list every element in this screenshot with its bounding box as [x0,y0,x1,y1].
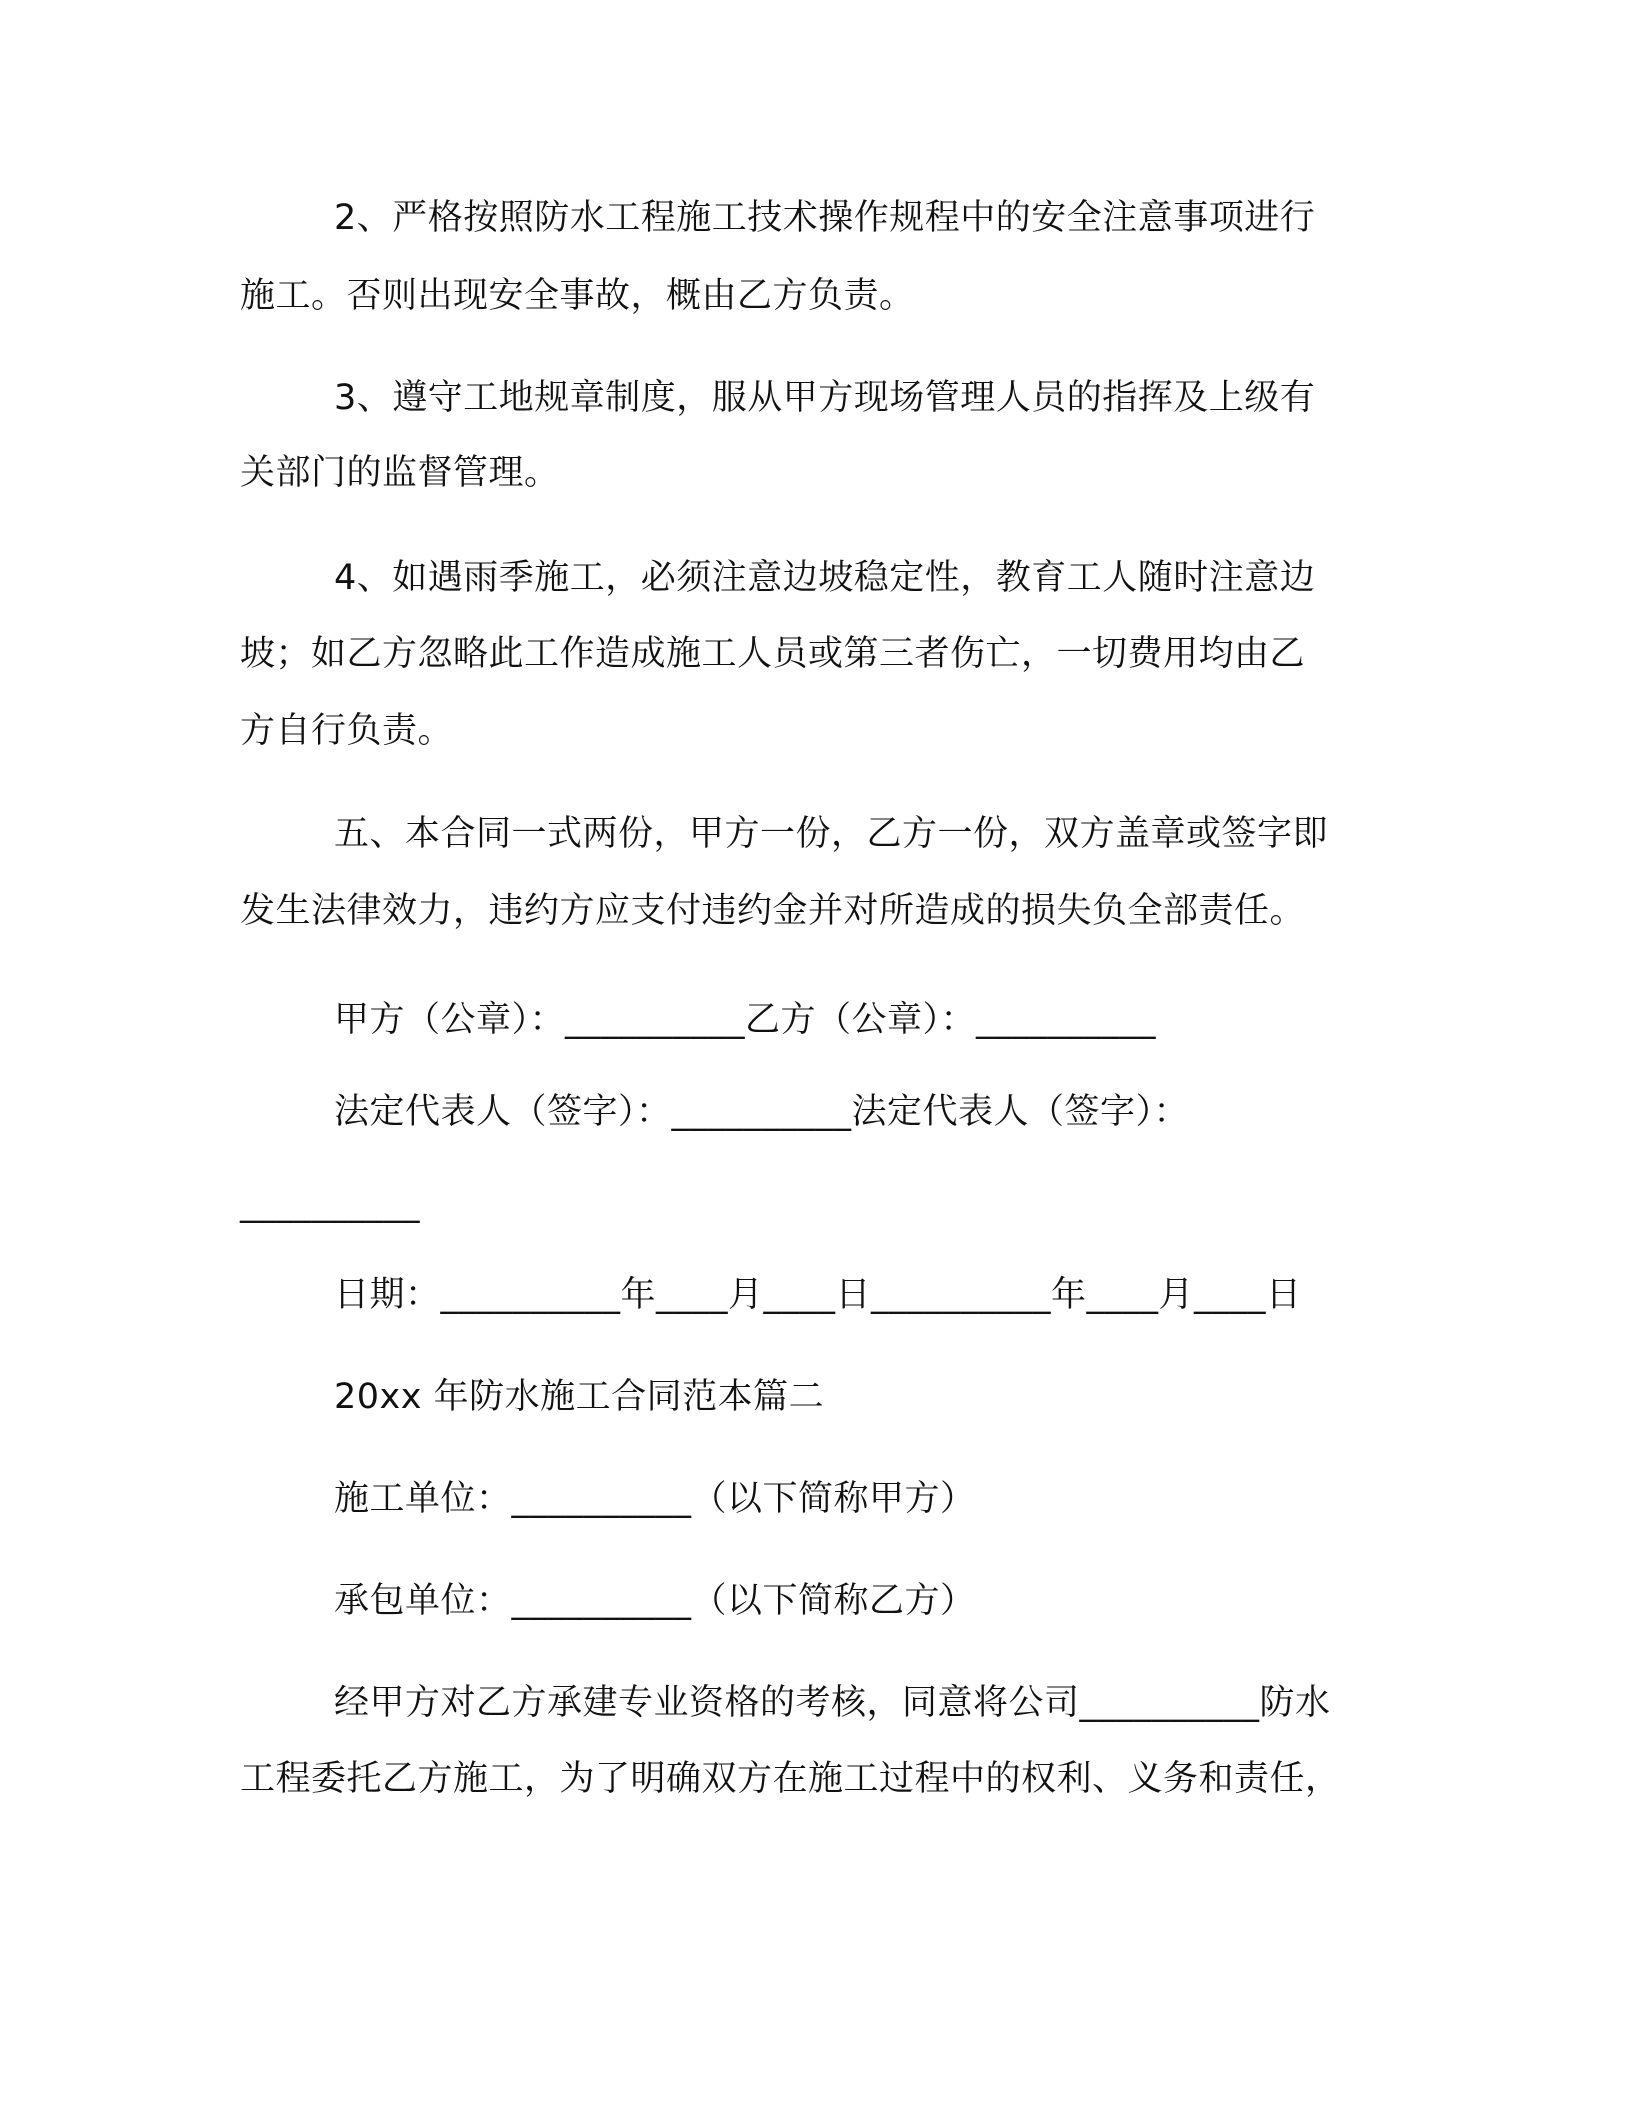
section2-title: 20xx 年防水施工合同范本篇二 [334,1377,825,1417]
representative-signature-line: 法定代表人（签字）：__________法定代表人（签字）： [334,1092,1190,1132]
construction-unit-line: 施工单位：__________（以下简称甲方） [334,1479,976,1519]
seal-signature-line: 甲方（公章）：__________乙方（公章）：__________ [334,1000,1157,1040]
item4-line2: 坡；如乙方忽略此工作造成施工人员或第三者伤亡，一切费用均由乙 [240,634,1306,674]
representative-signature-blank: __________ [240,1184,420,1224]
contractor-unit-line: 承包单位：__________（以下简称乙方） [334,1581,976,1621]
item4-line3: 方自行负责。 [240,711,454,751]
item2-line1: 2、严格按照防水工程施工技术操作规程中的安全注意事项进行 [334,198,1316,238]
item4-line1: 4、如遇雨季施工，必须注意边坡稳定性，教育工人随时注意边 [334,558,1316,598]
clause5-line1: 五、本合同一式两份，甲方一份，乙方一份，双方盖章或签字即 [334,814,1329,854]
section2-intro-line2: 工程委托乙方施工，为了明确双方在施工过程中的权利、义务和责任， [240,1759,1341,1799]
date-line: 日期：__________年____月____日__________年____月____日 [334,1275,1302,1315]
section2-intro-line1: 经甲方对乙方承建专业资格的考核，同意将公司__________防水 [334,1683,1331,1723]
item3-line2: 关部门的监督管理。 [240,453,560,493]
clause5-line2: 发生法律效力，违约方应支付违约金并对所造成的损失负全部责任。 [240,891,1306,931]
item3-line1: 3、遵守工地规章制度，服从甲方现场管理人员的指挥及上级有 [334,378,1316,418]
item2-line2: 施工。否则出现安全事故，概由乙方负责。 [240,276,915,316]
